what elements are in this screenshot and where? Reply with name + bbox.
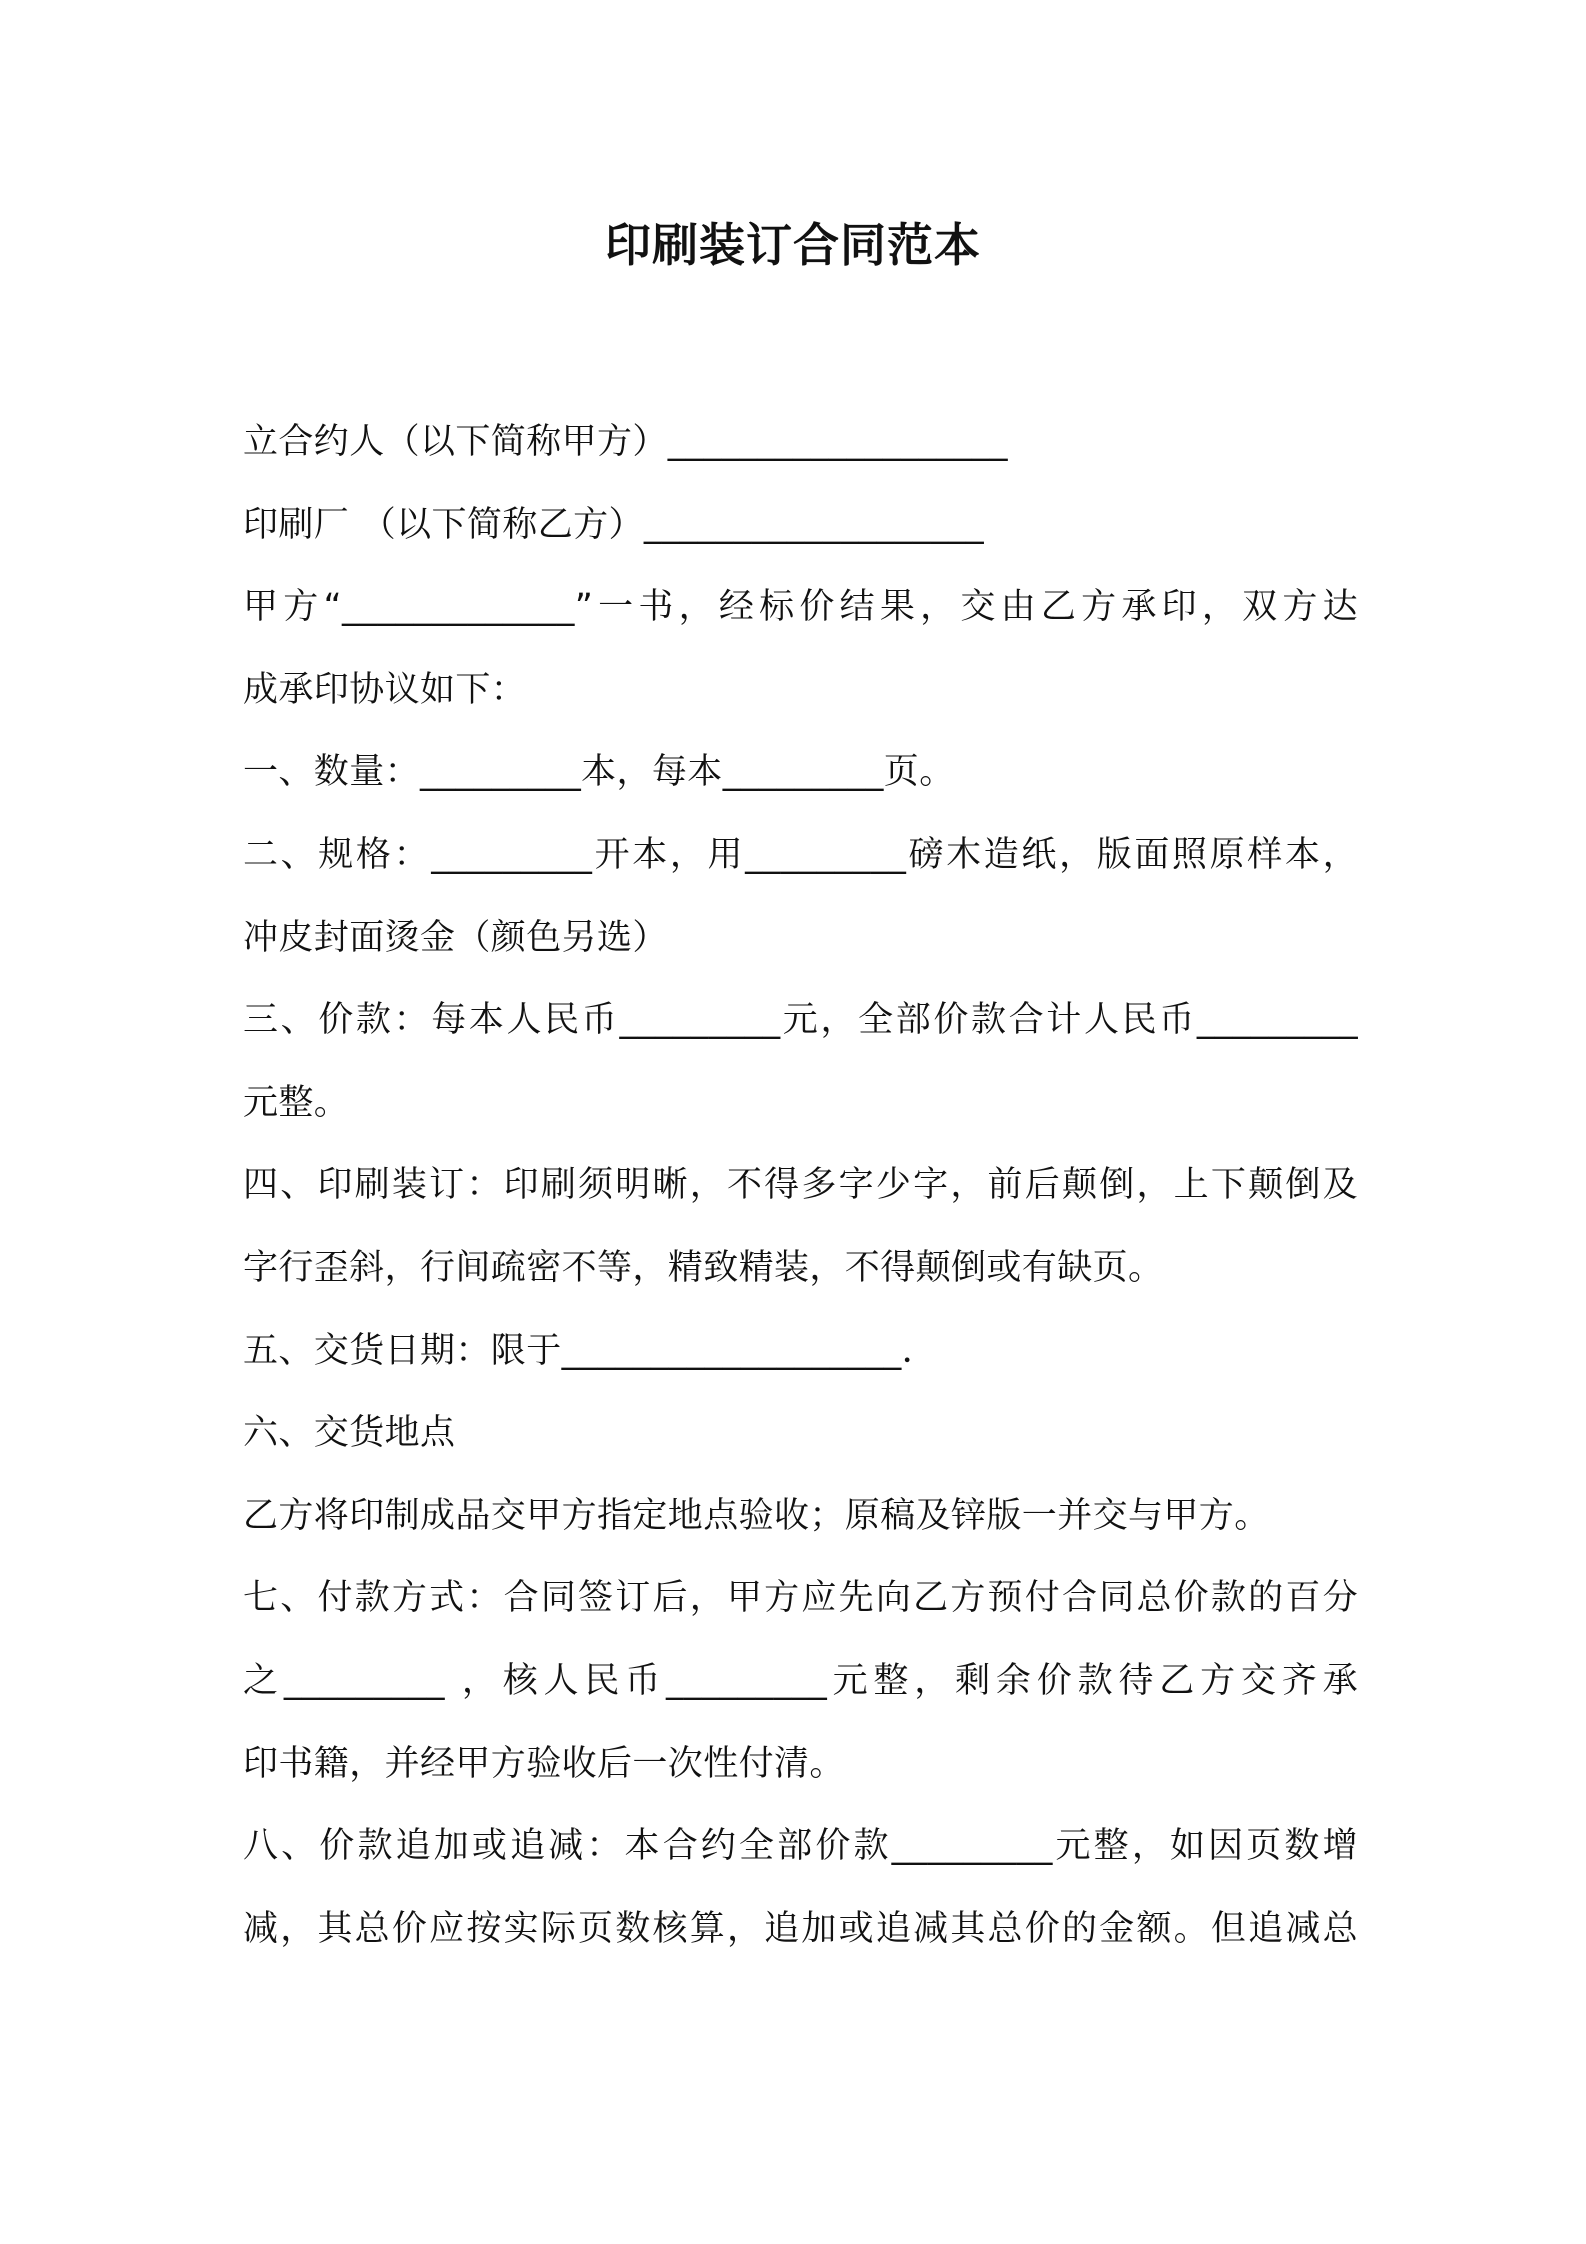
clause-delivery-place-heading: 六、交货地点 [243,1413,456,1454]
clause-printing-binding-line-2: 字行歪斜，行间疏密不等，精致精装，不得颠倒或有缺页。 [243,1247,1164,1288]
clause-price-adjustment-line-2: 减，其总价应按实际页数核算，追加或追减其总价的金额。但追减总 [243,1908,1358,1949]
clause-payment-line-3: 印书籍，并经甲方验收后一次性付清。 [243,1743,845,1784]
clause-price-line-1: 三、价款：每本人民币_________元，全部价款合计人民币_________ [243,1000,1358,1041]
agreement-intro-line-2: 成承印协议如下： [243,669,527,710]
clause-quantity: 一、数量：_________本，每本_________页。 [243,752,955,793]
clause-payment-line-1: 七、付款方式：合同签订后，甲方应先向乙方预付合同总价款的百分 [243,1578,1358,1619]
clause-specification-line-2: 冲皮封面烫金（颜色另选） [243,917,668,958]
clause-delivery-date: 五、交货日期：限于___________________． [243,1330,938,1371]
clause-payment-line-2: 之_________ ，核人民币_________元整，剩余价款待乙方交齐承 [243,1660,1358,1701]
document-title: 印刷装订合同范本 [605,218,981,272]
agreement-intro-line-1: 甲方“_____________”一书，经标价结果，交由乙方承印，双方达 [243,587,1358,628]
clause-printing-binding-line-1: 四、印刷装订：印刷须明晰，不得多字少字，前后颠倒，上下颠倒及 [243,1165,1358,1206]
contract-body [243,401,1358,1970]
clause-price-adjustment-line-1: 八、价款追加或追减：本合约全部价款_________元整，如因页数增 [243,1826,1358,1867]
clause-delivery-place-text: 乙方将印制成品交甲方指定地点验收；原稿及锌版一并交与甲方。 [243,1495,1270,1536]
party-b-line: 印刷厂 （以下简称乙方）___________________ [243,504,985,545]
party-a-line: 立合约人（以下简称甲方）___________________ [243,422,1008,462]
clause-price-line-2: 元整。 [243,1082,350,1123]
clause-specification-line-1: 二、规格：_________开本，用_________磅木造纸，版面照原样本， [243,834,1358,875]
